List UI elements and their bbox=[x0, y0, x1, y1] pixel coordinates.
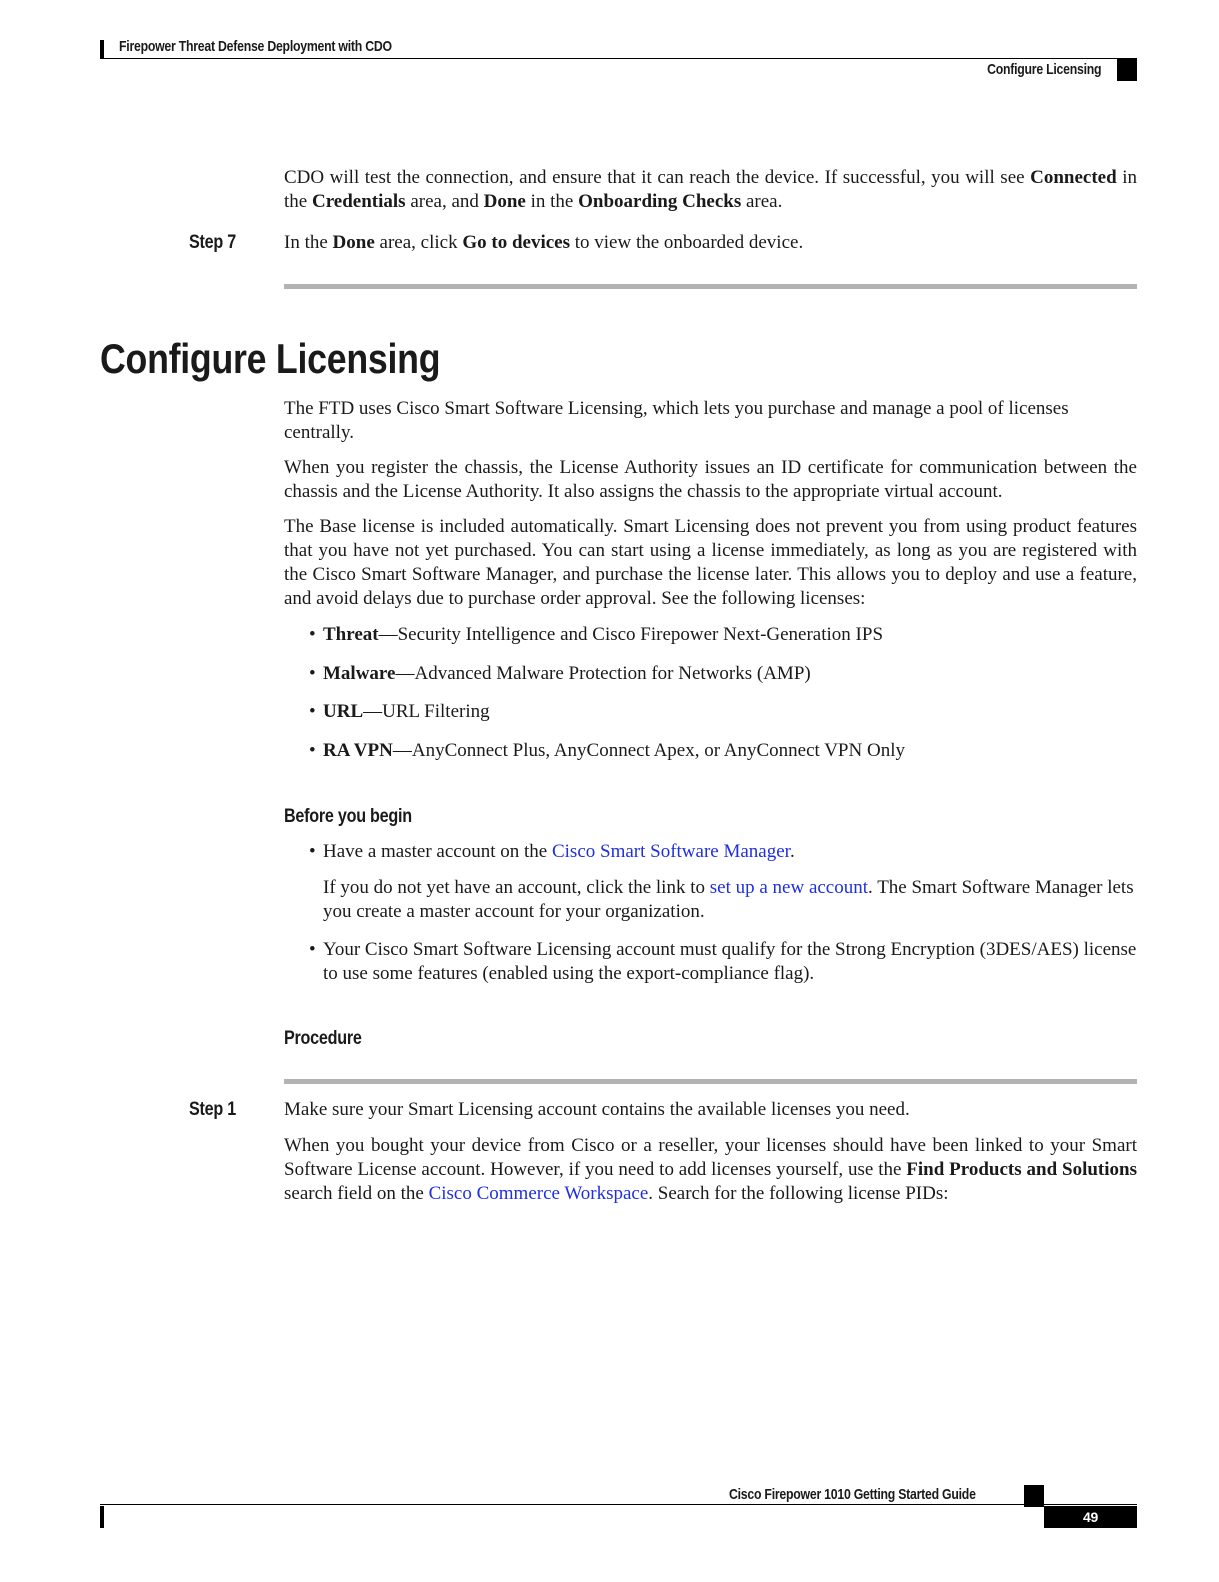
section-paragraph-2: When you register the chassis, the License Authority issues an ID certificate for communication between the chassis and the License Authority. It also assigns the chassis to the appropriate virtual account. bbox=[284, 457, 1137, 502]
bullet-dot: • bbox=[309, 663, 316, 684]
license-name: RA VPN bbox=[323, 740, 393, 761]
procedure-rule bbox=[284, 1079, 1137, 1084]
license-desc: —Advanced Malware Protection for Networks (AMP) bbox=[395, 663, 811, 684]
bullet-dot: • bbox=[309, 740, 316, 761]
intro-bold-connected: Connected bbox=[1030, 167, 1117, 188]
step-7-part: to view the onboarded device. bbox=[570, 232, 804, 253]
bullet-dot: • bbox=[309, 701, 316, 722]
license-desc: —Security Intelligence and Cisco Firepower Next-Generation IPS bbox=[378, 624, 884, 645]
bullet-dot: • bbox=[309, 939, 316, 960]
intro-bold-credentials: Credentials bbox=[311, 191, 406, 212]
step-1-label: Step 1 bbox=[189, 1099, 236, 1120]
intro-paragraph bbox=[284, 166, 1137, 214]
step-7-part: area, click bbox=[374, 232, 463, 253]
step-1-text: Make sure your Smart Licensing account contains the available licenses you need. bbox=[284, 1099, 910, 1120]
step-7-label: Step 7 bbox=[189, 232, 236, 253]
intro-text: in the bbox=[525, 191, 579, 212]
page-number: 49 bbox=[1044, 1506, 1137, 1528]
divider-rule bbox=[284, 284, 1137, 289]
intro-text: in the bbox=[284, 167, 1137, 212]
prereq-sub-text: If you do not yet have an account, click the link to bbox=[323, 877, 710, 898]
step-1-part: search field on the bbox=[284, 1183, 429, 1204]
prereq-text: Your Cisco Smart Software Licensing account must qualify for the Strong Encryption (3DES/AES) license to use some features (enabled using the export-compliance flag). bbox=[323, 939, 1137, 984]
step-7-bold-done: Done bbox=[332, 232, 375, 253]
intro-bold-onboarding: Onboarding Checks bbox=[578, 191, 742, 212]
header-square bbox=[1117, 59, 1137, 81]
prereq-text: Have a master account on the bbox=[323, 841, 552, 862]
before-you-begin-heading: Before you begin bbox=[284, 806, 412, 827]
set-up-new-account-link[interactable]: set up a new account bbox=[709, 877, 869, 898]
section-paragraph-1: The FTD uses Cisco Smart Software Licensing, which lets you purchase and manage a pool of licenses centrally. bbox=[284, 398, 1069, 443]
step-7-bold-go-to-devices: Go to devices bbox=[462, 232, 570, 253]
license-desc: —URL Filtering bbox=[363, 701, 490, 722]
section-paragraph-3: The Base license is included automatically. Smart Licensing does not prevent you from using product features that you have not yet purchased. You can start using a license immediately, as long as you are registered with the Cisco Smart Software Manager, and purchase the license later. This allows you to deploy and use a feature, and avoid delays due to purchase order approval. See the following licenses: bbox=[284, 516, 1137, 609]
step-1-bold-find-products: Find Products and Solutions bbox=[906, 1159, 1137, 1180]
prereq-text: . bbox=[789, 841, 795, 862]
cisco-commerce-workspace-link[interactable]: Cisco Commerce Workspace bbox=[428, 1183, 649, 1204]
header-section-title: Configure Licensing bbox=[986, 61, 1101, 78]
intro-text: area, and bbox=[405, 191, 484, 212]
cisco-smart-software-manager-link[interactable]: Cisco Smart Software Manager bbox=[551, 841, 790, 862]
footer-bar bbox=[100, 1506, 104, 1528]
footer-rule bbox=[100, 1504, 1137, 1505]
header-bar bbox=[100, 40, 104, 58]
prereq-subparagraph bbox=[323, 876, 1137, 924]
section-heading: Configure Licensing bbox=[100, 335, 441, 382]
step-7-part: In the bbox=[284, 232, 333, 253]
license-desc: —AnyConnect Plus, AnyConnect Apex, or AnyConnect VPN Only bbox=[392, 740, 905, 761]
step-1-part: . Search for the following license PIDs: bbox=[648, 1183, 949, 1204]
license-name: URL bbox=[323, 701, 364, 722]
bullet-dot: • bbox=[309, 841, 316, 862]
header-rule bbox=[100, 58, 1137, 59]
bullet-dot: • bbox=[309, 624, 316, 645]
license-name: Threat bbox=[323, 624, 379, 645]
intro-text: area. bbox=[741, 191, 783, 212]
footer-guide-title: Cisco Firepower 1010 Getting Started Guide bbox=[729, 1486, 976, 1503]
header-doc-title: Firepower Threat Defense Deployment with CDO bbox=[119, 38, 392, 55]
procedure-heading: Procedure bbox=[284, 1028, 362, 1049]
step-7-text bbox=[284, 231, 1137, 255]
step-1-part: When you bought your device from Cisco or a reseller, your licenses should have been linked to your Smart Software License account. However, if you need to add licenses yourself, use the bbox=[284, 1135, 1137, 1180]
step-1-paragraph bbox=[284, 1134, 1137, 1206]
intro-bold-done: Done bbox=[483, 191, 526, 212]
prereq-sub-text: . The Smart Software Manager lets you create a master account for your organization. bbox=[323, 877, 1134, 922]
intro-text: CDO will test the connection, and ensure that it can reach the device. If successful, you will see bbox=[284, 167, 1031, 188]
license-name: Malware bbox=[323, 663, 396, 684]
